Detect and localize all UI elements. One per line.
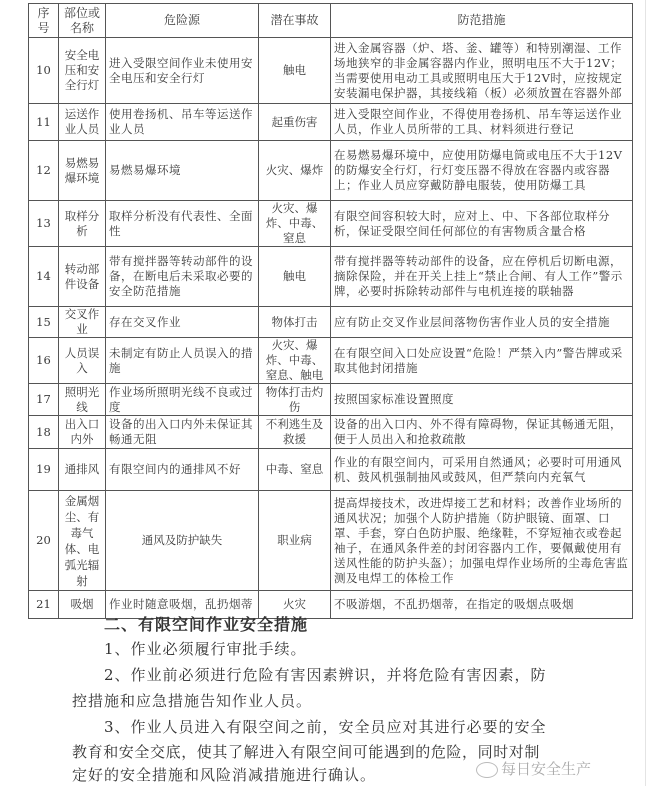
- header-part: 部位或名称: [59, 4, 106, 38]
- row-measures: 应有防止交叉作业层间落物伤害作业人员的安全措施: [331, 307, 633, 338]
- row-hazard: 带有搅拌器等转动部件的设备，在断电后未采取必要的安全防范措施: [106, 247, 259, 307]
- row-accident: 不利逃生及救援: [259, 416, 331, 449]
- watermark: [476, 758, 591, 779]
- section-heading: 二、有限空间作业安全措施: [104, 615, 309, 634]
- row-part: 金属烟尘、有毒气体、电弧光辐射: [59, 491, 106, 591]
- row-measures: 设备的出入口内、外不得有障碍物，保证其畅通无阻，便于人员出入和抢救疏散: [331, 416, 633, 449]
- row-accident: 物体打击: [259, 307, 331, 338]
- row-hazard: 使用卷扬机、吊车等运送作业人员: [106, 104, 259, 141]
- row-hazard: 作业时随意吸烟，乱扔烟蒂: [106, 591, 259, 619]
- row-part: 安全电压和安全行灯: [59, 38, 106, 104]
- table-row: [29, 416, 633, 449]
- header-measures: 防范措施: [331, 4, 633, 38]
- table-row: [29, 141, 633, 201]
- row-number: 13: [29, 201, 59, 247]
- row-part: 通排风: [59, 449, 106, 491]
- row-measures: 按照国家标准设置照度: [331, 384, 633, 416]
- row-hazard: 设备的出入口内外未保证其畅通无阻: [106, 416, 259, 449]
- row-measures: 在易燃易爆环境中，应使用防爆电筒或电压不大于12V的防爆安全行灯，行灯变压器不得放在容器内或容器上；作业人员应穿戴防静电服装，使用防爆工具: [331, 141, 633, 201]
- row-part: 交叉作业: [59, 307, 106, 338]
- row-part: 转动部件设备: [59, 247, 106, 307]
- row-measures: 在有限空间入口处应设置“危险！严禁入内”警告牌或采取其他封闭措施: [331, 338, 633, 384]
- row-accident: 火灾、爆炸、中毒、窒息、触电: [259, 338, 331, 384]
- paragraph-line-cut: 定好的安全措施和风险消减措施进行确认。: [72, 766, 377, 784]
- row-number: 18: [29, 416, 59, 449]
- row-hazard: 通风及防护缺失: [106, 491, 259, 591]
- row-number: 10: [29, 38, 59, 104]
- table-row: [29, 104, 633, 141]
- row-measures: 不吸游烟，不乱扔烟蒂，在指定的吸烟点吸烟: [331, 591, 633, 619]
- row-part: 出入口内外: [59, 416, 106, 449]
- paragraph-line: 3、作业人员进入有限空间之前，安全员应对其进行必要的安全: [104, 718, 547, 736]
- row-part: 易燃易爆环境: [59, 141, 106, 201]
- wechat-icon: [476, 762, 498, 778]
- row-hazard: 取样分析没有代表性、全面性: [106, 201, 259, 247]
- row-measures: 作业的有限空间内，可采用自然通风；必要时可用通风机、鼓风机强制抽风或鼓风，但严禁向内充氧气: [331, 449, 633, 491]
- row-accident: 触电: [259, 38, 331, 104]
- row-accident: 物体打击灼伤: [259, 384, 331, 416]
- row-accident: 触电: [259, 247, 331, 307]
- row-measures: 带有搅拌器等转动部件的设备，应在停机后切断电源，摘除保险，并在开关上挂上“禁止合闸、有人工作”警示牌，必要时拆除转动部件与电机连接的联轴器: [331, 247, 633, 307]
- row-measures: 进入受限空间作业，不得使用卷扬机、吊车等运送作业人员，作业人员所带的工具、材料须进行登记: [331, 104, 633, 141]
- row-part: 照明光线: [59, 384, 106, 416]
- paragraph-line: 教育和安全交底，使其了解进入有限空间可能遇到的危险，同时对制: [72, 743, 541, 761]
- table-header-row: [29, 4, 633, 38]
- hazard-table: [28, 3, 633, 619]
- row-number: 17: [29, 384, 59, 416]
- table-row: [29, 38, 633, 104]
- paragraph-line: 1、作业必须履行审批手续。: [104, 640, 307, 658]
- row-accident: 火灾: [259, 591, 331, 619]
- header-hazard: 危险源: [106, 4, 259, 38]
- row-accident: 职业病: [259, 491, 331, 591]
- table-row: [29, 201, 633, 247]
- row-accident: 火灾、爆炸、中毒、窒息: [259, 201, 331, 247]
- row-part: 人员误入: [59, 338, 106, 384]
- row-measures: 提高焊接技术，改进焊接工艺和材料；改善作业场所的通风状况；加强个人防护措施（防护眼镜、面罩、口罩、手套，穿白色防护服、绝缘鞋，不穿短袖衣或卷起袖子，在通风条件差的封闭容器内工作，要佩戴使用有送风性能的防护头盔）；加强电焊作业场所的尘毒危害监测及电焊工的体检工作: [331, 491, 633, 591]
- row-number: 21: [29, 591, 59, 619]
- watermark-text: 每日安全生产: [501, 760, 592, 778]
- row-part: 吸烟: [59, 591, 106, 619]
- row-part: 运送作业人员: [59, 104, 106, 141]
- paragraph-line: 控措施和应急措施告知作业人员。: [72, 692, 313, 710]
- row-hazard: 未制定有防止人员误入的措施: [106, 338, 259, 384]
- row-number: 16: [29, 338, 59, 384]
- row-measures: 进入金属容器（炉、塔、釜、罐等）和特别潮湿、工作场地狭窄的非金属容器内作业，照明电压不大于12V；当需要使用电动工具或照明电压大于12V时，应按规定安装漏电保护器，其接线箱（板）必须放置在容器外部: [331, 38, 633, 104]
- row-measures: 有限空间容积较大时，应对上、中、下各部位取样分析，保证受限空间任何部位的有害物质含量合格: [331, 201, 633, 247]
- row-number: 15: [29, 307, 59, 338]
- row-number: 19: [29, 449, 59, 491]
- row-hazard: 有限空间内的通排风不好: [106, 449, 259, 491]
- paragraph-line: 2、作业前必须进行危险有害因素辨识，并将危险有害因素，防: [104, 666, 547, 684]
- table-row: [29, 449, 633, 491]
- row-accident: 起重伤害: [259, 104, 331, 141]
- table-row: [29, 247, 633, 307]
- table-row: [29, 307, 633, 338]
- row-number: 14: [29, 247, 59, 307]
- page-edge: [645, 0, 646, 786]
- table-row: [29, 338, 633, 384]
- header-accident: 潜在事故: [259, 4, 331, 38]
- table-row: [29, 491, 633, 591]
- header-no: 序号: [29, 4, 59, 38]
- row-hazard: 作业场所照明光线不良或过度: [106, 384, 259, 416]
- row-number: 20: [29, 491, 59, 591]
- table-row: [29, 384, 633, 416]
- row-accident: 中毒、窒息: [259, 449, 331, 491]
- row-hazard: 易燃易爆环境: [106, 141, 259, 201]
- row-hazard: 存在交叉作业: [106, 307, 259, 338]
- row-number: 11: [29, 104, 59, 141]
- row-hazard: 进入受限空间作业未使用安全电压和安全行灯: [106, 38, 259, 104]
- row-accident: 火灾、爆炸: [259, 141, 331, 201]
- row-number: 12: [29, 141, 59, 201]
- row-part: 取样分析: [59, 201, 106, 247]
